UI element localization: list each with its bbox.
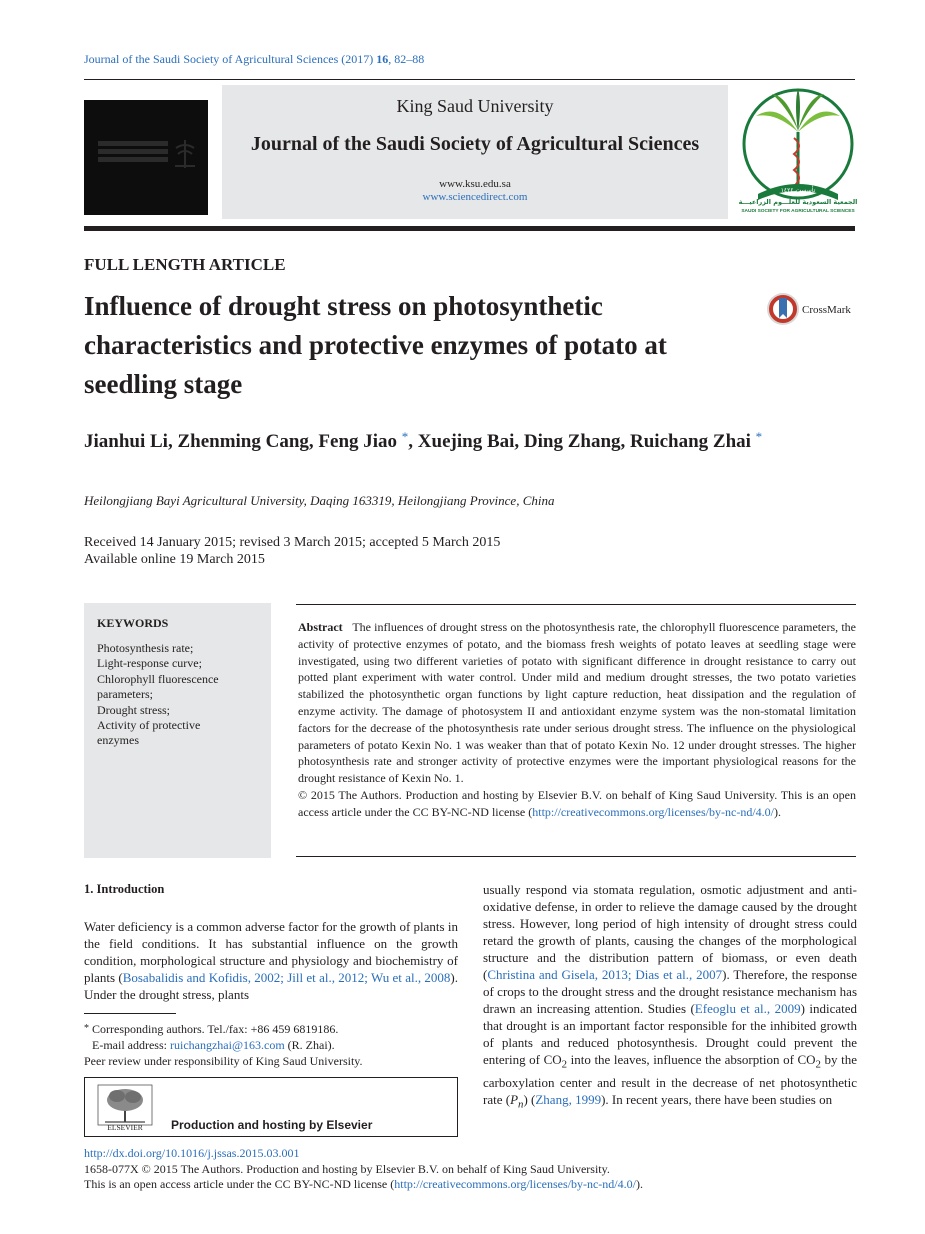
abstract-label: Abstract — [298, 620, 343, 634]
corresponding-marker[interactable]: * — [755, 429, 763, 444]
journal-reference[interactable] — [84, 52, 424, 67]
symbol-pn: P — [510, 1091, 519, 1107]
intro-text: usually respond via stomata regulation, osmotic adjustment and anti-oxidative defense, in order to relieve the damage caused by the drought stress. However, long period of high intensity of drought stress could retard the growth of plants, causing the changes of the morphological structure and the distribution pattern of biomass, or even death ( — [483, 882, 857, 982]
intro-text: ). Therefore, the response of crops to the drought stress and the drought resistance mechanism has drawn an increasing attention. Studies ( — [483, 967, 857, 1016]
author-list — [84, 431, 762, 453]
abstract — [298, 619, 856, 821]
copyright-end: ). — [774, 804, 781, 819]
issn-copyright: 1658-077X © 2015 The Authors. Production and hosting by Elsevier B.V. on behalf of King Saud University. — [84, 1162, 610, 1176]
intro-text: ). In recent years, there have been studies on — [601, 1091, 833, 1107]
keywords-heading: KEYWORDS — [97, 616, 169, 630]
journal-ref-pages: , 82–88 — [388, 52, 425, 66]
sciencedirect-link[interactable]: www.sciencedirect.com — [422, 191, 528, 203]
email-link[interactable]: ruichangzhai@163.com — [169, 1038, 285, 1052]
email-suffix: (R. Zhai). — [284, 1038, 335, 1052]
abstract-copyright: © 2015 The Authors. Production and hosting by Elsevier B.V. on behalf of King Saud University. This is an open access article under the CC BY-NC-ND license ( — [298, 787, 856, 819]
keywords-list — [97, 641, 267, 749]
intro-text: ) indicated that drought is an important factor responsible for the inhibited growth of plants and reduced photosynthesis. Drought could prevent the entering of CO — [483, 1001, 858, 1067]
doi-link[interactable]: http://dx.doi.org/10.1016/j.jssas.2015.03.001 — [84, 1146, 300, 1160]
authors-text-2: , Xuejing Bai, Ding Zhang, Ruichang Zhai — [408, 431, 756, 452]
received-dates: Received 14 January 2015; revised 3 March 2015; accepted 5 March 2015 — [84, 535, 501, 550]
abstract-text: The influences of drought stress on the photosynthesis rate, the chlorophyll fluorescence parameters, the activity of protective enzymes of potato, and the biomass fresh weights of potato leaves at seedling stage were investigated, using two different varieties of potato with significant difference in drought resistance to carry out potted plant experiment with water control. Under mild and medium drought stresses, the two potato varieties stabilized the photosynthetic organ functions by light capture reduction, heat dissipation and the regulation of enzyme activity. The damage of photosystem II and antioxidant enzyme system was the non-stomatal limitation factors for the decrease of the photosynthesis rate under serious drought stress. The influence on the physiological parameters of potato Kexin No. 1 was weaker than that of potato Kexin No. 12 under drought stresses. The higher photosynthesis rate and stronger activity of protective enzymes were the important physiological reasons for the drought resistance of Kexin No. 1. — [298, 620, 856, 786]
university-name: King Saud University — [396, 96, 554, 116]
society-name-en: SAUDI SOCIETY FOR AGRICULTURAL SCIENCES — [741, 209, 855, 214]
crossmark-icon — [766, 292, 800, 326]
footnote-text: Corresponding authors. Tel./fax: +86 459 6819186. — [89, 1022, 339, 1036]
title-line: Influence of drought stress on photosynthetic — [84, 291, 603, 321]
abstract-rule-top — [296, 604, 856, 605]
citation-link[interactable]: Zhang, 1999 — [535, 1091, 602, 1107]
email-label: E-mail address: — [92, 1038, 170, 1052]
subscript: 2 — [561, 1058, 568, 1071]
license-note — [84, 1177, 643, 1192]
citation-link[interactable]: Christina and Gisela, 2013; Dias et al., 2007 — [487, 967, 723, 982]
society-name-ar: الجمعية السعودية للعلـــوم الزراعيـــة — [738, 198, 858, 206]
keyword-item: Light-response curve; — [97, 656, 202, 671]
license-link[interactable]: http://creativecommons.org/licenses/by-nc-nd/4.0/ — [532, 804, 774, 819]
keyword-item: Drought stress; — [97, 702, 170, 717]
elsevier-logo-label: ELSEVIER — [107, 1123, 143, 1132]
intro-text: ) ( — [523, 1091, 536, 1107]
intro-column-2 — [483, 881, 857, 1113]
article-type: FULL LENGTH ARTICLE — [84, 255, 286, 274]
email-footnote — [92, 1037, 458, 1053]
header-rule-top — [84, 79, 855, 80]
keyword-item: Chlorophyll fluorescence — [97, 671, 219, 686]
section-heading: 1. Introduction — [84, 882, 165, 896]
corresponding-footnote — [84, 1021, 458, 1037]
intro-text: Water deficiency is a common adverse factor for the growth of plants in the field conditions. It has substantial influence on the growth condition, morphological structure and physiology and biochemistry of plants ( — [84, 919, 458, 985]
article-title — [84, 287, 764, 404]
license-link[interactable]: http://creativecommons.org/licenses/by-nc-nd/4.0/ — [394, 1177, 636, 1191]
keyword-item: Activity of protective — [97, 718, 201, 733]
corresponding-marker[interactable]: * — [401, 429, 409, 444]
journal-ref-text: Journal of the Saudi Society of Agricultural Sciences (2017) — [84, 52, 377, 66]
ksu-url[interactable]: www.ksu.edu.sa — [439, 178, 511, 190]
footnote-rule — [84, 1013, 176, 1014]
title-line: seedling stage — [84, 369, 243, 399]
authors-text-1: Jianhui Li, Zhenming Cang, Feng Jiao — [84, 431, 402, 452]
subscript: n — [518, 1098, 524, 1111]
elsevier-hosting-text: Production and hosting by Elsevier — [171, 1118, 373, 1132]
header-rule-bottom — [84, 226, 855, 231]
peer-review-note: Peer review under responsibility of King Saud University. — [84, 1054, 363, 1068]
palm-emblem-icon — [172, 138, 198, 172]
keyword-item: parameters; — [97, 687, 153, 702]
intro-text: by the carboxylation center and result in the decrease of net photosynthetic rate ( — [483, 1052, 857, 1107]
citation-link[interactable]: Efeoglu et al., 2009 — [694, 1001, 801, 1016]
abstract-rule-bottom — [296, 856, 856, 857]
subscript: 2 — [815, 1058, 821, 1071]
footnote-marker: * — [84, 1023, 89, 1034]
journal-title: Journal of the Saudi Society of Agricultural Sciences — [250, 133, 700, 155]
crossmark-label: CrossMark — [802, 304, 851, 316]
keyword-item: Photosynthesis rate; — [97, 641, 194, 655]
license-text: This is an open access article under the CC BY-NC-ND license ( — [84, 1177, 395, 1191]
keyword-item: enzymes — [97, 733, 139, 748]
license-suffix: ). — [635, 1177, 643, 1191]
intro-text: into the leaves, influence the absorption of CO — [567, 1052, 816, 1067]
elsevier-box — [84, 1077, 458, 1137]
available-online: Available online 19 March 2015 — [84, 552, 265, 567]
intro-column-1 — [84, 918, 458, 1003]
citation-link[interactable]: Bosabalidis and Kofidis, 2002; Jill et al., 2012; Wu et al., 2008 — [122, 970, 451, 985]
ksu-logo — [84, 100, 208, 215]
journal-ref-volume: 16 — [376, 52, 389, 66]
affiliation: Heilongjiang Bayi Agricultural University, Daqing 163319, Heilongjiang Province, China — [84, 493, 555, 508]
society-year-text: تأسست ١٤٢٤ — [780, 187, 816, 194]
crossmark-badge[interactable] — [766, 292, 856, 328]
intro-text: ). Under the drought stress, plants — [84, 970, 458, 1002]
title-line: characteristics and protective enzymes of potato at — [84, 330, 667, 360]
